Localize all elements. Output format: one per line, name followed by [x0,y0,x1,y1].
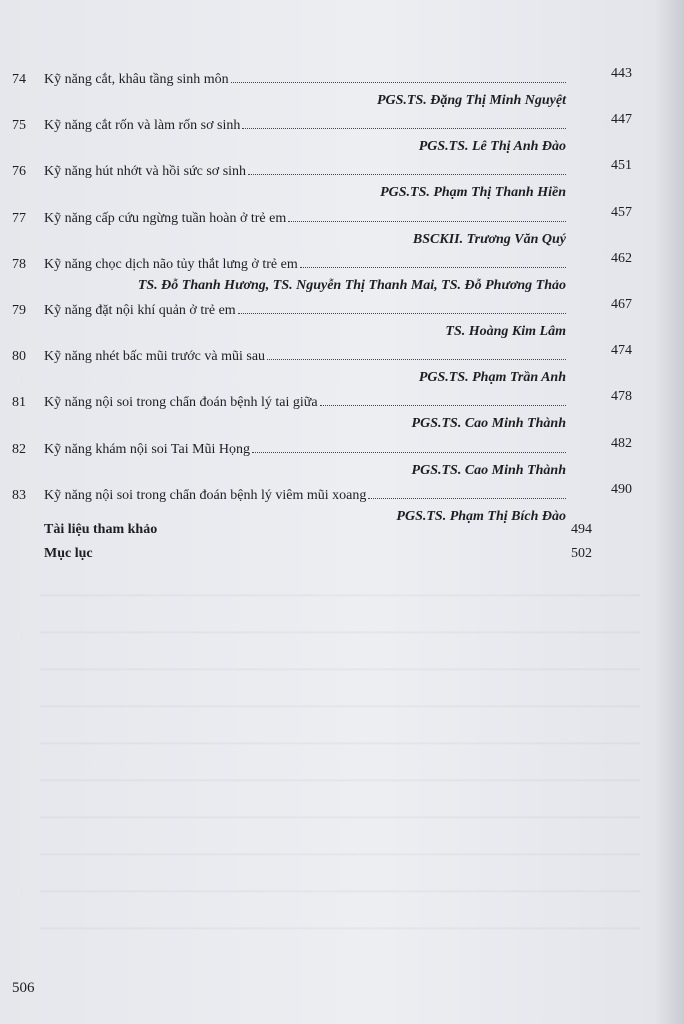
entry-number: 78 [12,256,26,272]
toc-entry [0,66,684,116]
toc-entry [0,389,684,439]
dot-leader [242,118,566,129]
entry-title-line [44,211,566,227]
entry-author: TS. Hoàng Kim Lâm [445,324,566,339]
page-number: 506 [12,980,35,996]
dot-leader [231,72,566,83]
entry-page: 478 [611,389,632,405]
entry-number: 75 [12,118,26,134]
entry-number: 76 [12,164,26,180]
references-page: 494 [571,522,592,537]
entry-title: Kỹ năng cắt rốn và làm rốn sơ sinh [44,118,241,134]
entry-title: Kỹ năng nhét bấc mũi trước và mũi sau [44,349,266,365]
entry-number: 83 [12,487,26,503]
entry-title: Kỹ năng chọc dịch não tủy thắt lưng ở trẻ em [44,256,298,272]
entry-author: PGS.TS. Đặng Thị Minh Nguyệt [376,93,566,108]
dot-leader [300,257,566,268]
references-label: Tài liệu tham khảo [44,522,158,537]
entry-title: Kỹ năng nội soi trong chẩn đoán bệnh lý viêm mũi xoang [44,487,367,503]
entry-page: 467 [611,297,632,312]
entry-title-line [44,257,566,273]
show-through-text [40,560,640,960]
toc-entry [0,297,684,347]
dot-leader [238,303,566,314]
dot-leader [252,442,566,453]
contents-label: Mục lục [44,546,93,561]
entry-title: Kỹ năng khám nội soi Tai Mũi Họng [44,441,251,457]
entry-author: PGS.TS. Phạm Trần Anh [418,370,566,386]
toc-entry [0,436,684,486]
toc-entry [0,158,684,208]
entry-author: TS. Đỗ Thanh Hương, TS. Nguyễn Thị Thanh Mai, TS. Đỗ Phương Thảo [137,277,566,293]
entry-title-line [44,488,566,504]
toc-entry [0,205,684,255]
entry-page: 457 [611,204,632,220]
entry-page: 482 [611,435,632,451]
entry-title-line [44,395,566,411]
entry-title-line [44,164,566,180]
toc-entry [0,343,684,393]
entry-title-line [44,72,566,88]
references-entry [44,522,644,544]
dot-leader [368,488,566,499]
dot-leader [320,395,566,406]
dot-leader [288,211,566,222]
entry-author: PGS.TS. Phạm Thị Bích Đào [396,508,566,524]
entry-number: 77 [12,210,26,226]
entry-author: PGS.TS. Lê Thị Anh Đào [418,139,566,155]
entry-number: 81 [12,395,26,411]
entry-title: Kỹ năng cấp cứu ngừng tuần hoàn ở trẻ em [44,210,287,226]
entry-title: Kỹ năng cắt, khâu tầng sinh môn [44,72,229,87]
entry-title-line [44,303,566,319]
entry-author: PGS.TS. Cao Minh Thành [411,462,566,478]
entry-page: 462 [611,250,632,266]
entry-number: 74 [12,72,26,87]
dot-leader [267,349,566,360]
entry-author: BSCKII. Trương Văn Quý [412,231,566,247]
entry-page: 447 [611,112,632,128]
toc-entry [0,112,684,162]
contents-page: 502 [571,546,592,561]
toc-entry [0,251,684,301]
entry-number: 82 [12,441,26,457]
entry-page: 490 [611,481,632,497]
entry-page: 474 [611,343,632,359]
entry-number: 80 [12,349,26,365]
entry-page: 451 [611,158,632,174]
entry-page: 443 [611,66,632,81]
entry-author: PGS.TS. Phạm Thị Thanh Hiền [380,185,566,201]
contents-entry [44,546,644,568]
entry-title: Kỹ năng nội soi trong chẩn đoán bệnh lý tai giữa [44,395,318,411]
entry-number: 79 [12,303,26,318]
entry-author: PGS.TS. Cao Minh Thành [411,416,566,432]
entry-title: Kỹ năng đặt nội khí quản ở trẻ em [44,303,236,318]
entry-title-line [44,349,566,365]
dot-leader [248,164,566,175]
entry-title-line [44,442,566,458]
entry-title: Kỹ năng hút nhớt và hồi sức sơ sinh [44,164,247,180]
entry-title-line [44,118,566,134]
